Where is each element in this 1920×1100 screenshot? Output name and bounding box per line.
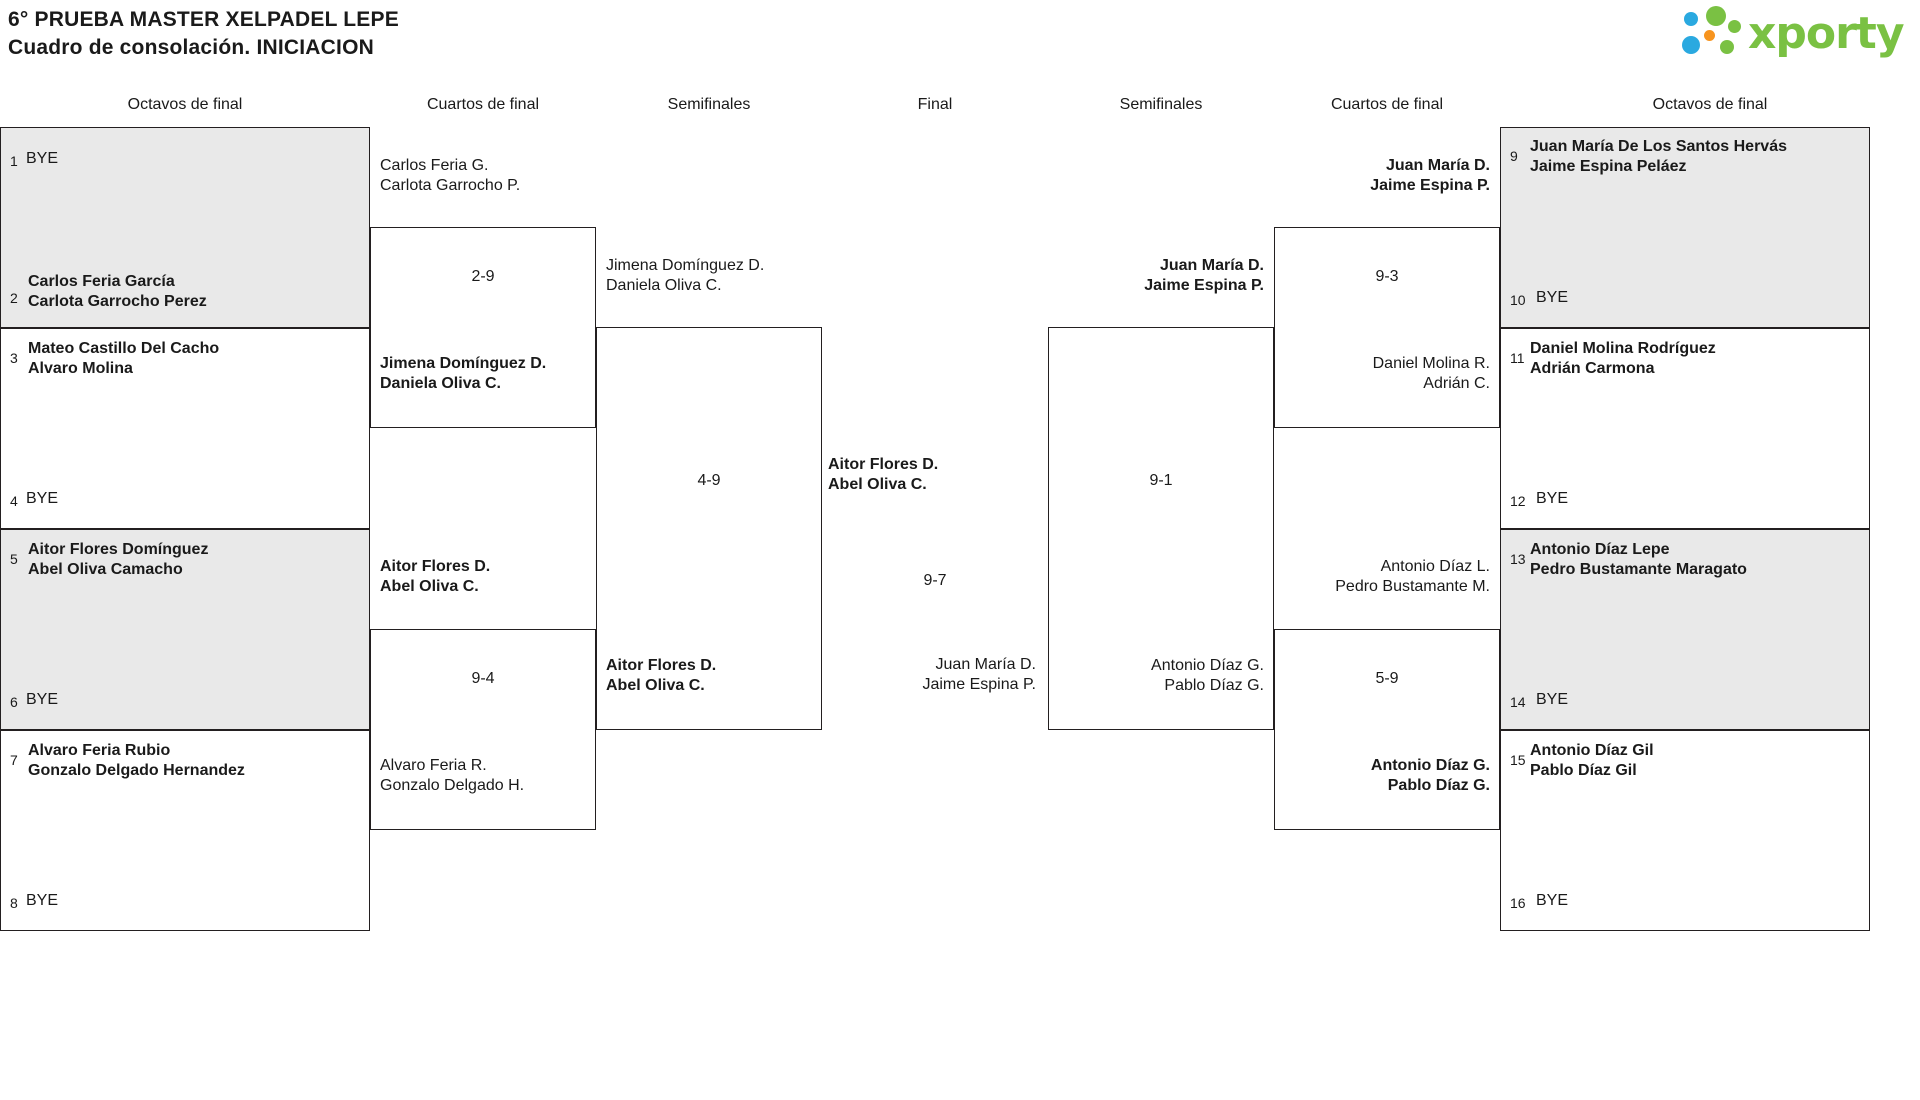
seed-number: 14 <box>1510 694 1526 710</box>
team-name <box>1530 339 1716 378</box>
player-2: Abel Oliva C. <box>828 475 927 493</box>
logo-dot-green-bottom <box>1720 40 1734 54</box>
player-2: Jaime Espina P. <box>1144 276 1264 294</box>
team-name <box>28 272 207 311</box>
player-1: Aitor Flores D. <box>380 558 491 575</box>
round-label-left-r16: Octavos de final <box>127 96 243 113</box>
player-2: Abel Oliva C. <box>380 577 479 595</box>
player-2: Jaime Espina P. <box>1370 176 1490 194</box>
bye-label: BYE <box>26 892 59 909</box>
round-label-right-qf: Cuartos de final <box>1330 96 1444 113</box>
seed-number: 8 <box>10 895 18 911</box>
player-1: Mateo Castillo Del Cacho <box>28 340 220 357</box>
seed-number: 2 <box>10 290 18 306</box>
bracket-subtitle: Cuadro de consolación. INICIACION <box>8 35 374 59</box>
player-1: Aitor Flores D. <box>828 456 939 473</box>
player-2: Daniela Oliva C. <box>606 276 722 294</box>
final-score: 9-7 <box>923 572 947 589</box>
seed-number: 3 <box>10 350 18 366</box>
player-2: Carlota Garrocho P. <box>380 176 521 194</box>
player-2: Jaime Espina Peláez <box>1530 157 1687 175</box>
player-1: Juan María De Los Santos Hervás <box>1530 138 1787 155</box>
player-1: Antonio Díaz G. <box>1151 657 1264 674</box>
player-1: Jimena Domínguez D. <box>606 257 765 274</box>
left-qf-team-3 <box>380 557 490 596</box>
left-sf-score: 4-9 <box>697 472 721 489</box>
seed-number: 15 <box>1510 752 1526 768</box>
seed-number: 9 <box>1510 148 1518 164</box>
left-qf-team-4 <box>380 756 524 795</box>
round-label-right-sf: Semifinales <box>1119 96 1203 113</box>
player-2: Gonzalo Delgado H. <box>380 776 525 794</box>
seed-number: 13 <box>1510 551 1526 567</box>
tournament-name: 6° PRUEBA MASTER XELPADEL LEPE <box>8 8 399 31</box>
seed-number: 4 <box>10 493 18 509</box>
final-right-finalist <box>822 655 1036 694</box>
logo-dot-blue-top <box>1684 12 1698 26</box>
left-qf-box-top[interactable] <box>370 227 596 428</box>
team-name <box>28 339 219 378</box>
seed-number: 12 <box>1510 493 1526 509</box>
player-2: Pablo Díaz Gil <box>1530 761 1637 779</box>
bye-label: BYE <box>1536 490 1569 507</box>
right-sf-team-1 <box>1048 256 1264 295</box>
team-name <box>1530 540 1747 579</box>
bye-label: BYE <box>1536 892 1569 909</box>
round-label-left-qf: Cuartos de final <box>426 96 540 113</box>
player-2: Abel Oliva Camacho <box>28 560 183 578</box>
player-2: Pablo Díaz G. <box>1387 776 1490 794</box>
player-2: Adrián C. <box>1423 374 1490 392</box>
player-1: Carlos Feria García <box>28 273 175 290</box>
right-qf-score-top: 9-3 <box>1375 268 1399 285</box>
seed-number: 16 <box>1510 895 1526 911</box>
logo-dot-orange <box>1704 30 1715 41</box>
team-name <box>1530 137 1787 176</box>
player-2: Pedro Bustamante M. <box>1335 577 1490 595</box>
final-left-winner <box>828 455 938 494</box>
player-1: Aitor Flores D. <box>606 657 717 674</box>
right-qf-team-3 <box>1274 557 1490 596</box>
player-1: Aitor Flores Domínguez <box>28 541 209 558</box>
player-2: Alvaro Molina <box>28 359 133 377</box>
right-qf-team-2 <box>1274 354 1490 393</box>
player-1: Juan María D. <box>1385 157 1490 174</box>
player-2: Carlota Garrocho Perez <box>28 292 207 310</box>
player-1: Alvaro Feria R. <box>380 757 487 774</box>
left-qf-team-1 <box>380 156 520 195</box>
player-2: Pablo Díaz G. <box>1164 676 1264 694</box>
player-2: Pedro Bustamante Maragato <box>1530 560 1747 578</box>
right-qf-team-1 <box>1274 156 1490 195</box>
bye-label: BYE <box>26 150 59 167</box>
seed-number: 11 <box>1510 350 1525 366</box>
player-1: Carlos Feria G. <box>380 157 489 174</box>
logo-dot-green-top <box>1706 6 1726 26</box>
right-sf-team-2 <box>1048 656 1264 695</box>
player-1: Juan María D. <box>935 656 1036 673</box>
seed-number: 7 <box>10 752 18 768</box>
left-sf-team-2 <box>606 656 716 695</box>
round-label-right-r16: Octavos de final <box>1652 96 1768 113</box>
round-label-final: Final <box>917 96 953 113</box>
seed-number: 10 <box>1510 292 1526 308</box>
left-qf-team-2 <box>380 354 546 393</box>
bye-label: BYE <box>1536 691 1569 708</box>
player-1: Alvaro Feria Rubio <box>28 742 171 759</box>
logo-dot-blue-bottom <box>1682 36 1700 54</box>
logo-wordmark: xporty <box>1748 8 1904 59</box>
bye-label: BYE <box>26 490 59 507</box>
bye-label: BYE <box>1536 289 1569 306</box>
page-title <box>8 6 399 62</box>
right-qf-score-bottom: 5-9 <box>1375 670 1399 687</box>
left-qf-score-top: 2-9 <box>471 268 495 285</box>
right-qf-box-bottom[interactable] <box>1274 629 1500 830</box>
right-qf-team-4 <box>1274 756 1490 795</box>
team-name <box>28 540 208 579</box>
player-1: Antonio Díaz L. <box>1380 558 1490 575</box>
seed-number: 5 <box>10 551 18 567</box>
right-qf-box-top[interactable] <box>1274 227 1500 428</box>
bye-label: BYE <box>26 691 59 708</box>
seed-number: 1 <box>10 153 18 169</box>
team-name <box>1530 741 1654 780</box>
team-name <box>28 741 245 780</box>
player-1: Daniel Molina R. <box>1372 355 1490 372</box>
player-2: Daniela Oliva C. <box>380 374 501 392</box>
player-2: Jaime Espina P. <box>922 675 1036 693</box>
player-1: Juan María D. <box>1159 257 1264 274</box>
player-1: Antonio Díaz Gil <box>1530 742 1654 759</box>
player-2: Adrián Carmona <box>1530 359 1655 377</box>
player-1: Antonio Díaz Lepe <box>1530 541 1670 558</box>
left-qf-box-bottom[interactable] <box>370 629 596 830</box>
player-1: Antonio Díaz G. <box>1370 757 1490 774</box>
left-sf-team-1 <box>606 256 764 295</box>
player-1: Daniel Molina Rodríguez <box>1530 340 1716 357</box>
logo-dot-green-right <box>1728 20 1741 33</box>
player-2: Abel Oliva C. <box>606 676 705 694</box>
left-qf-score-bottom: 9-4 <box>471 670 495 687</box>
player-1: Jimena Domínguez D. <box>380 355 547 372</box>
xporty-logo <box>1676 6 1906 62</box>
player-2: Gonzalo Delgado Hernandez <box>28 761 245 779</box>
seed-number: 6 <box>10 694 18 710</box>
round-label-left-sf: Semifinales <box>667 96 751 113</box>
right-sf-score: 9-1 <box>1149 472 1173 489</box>
